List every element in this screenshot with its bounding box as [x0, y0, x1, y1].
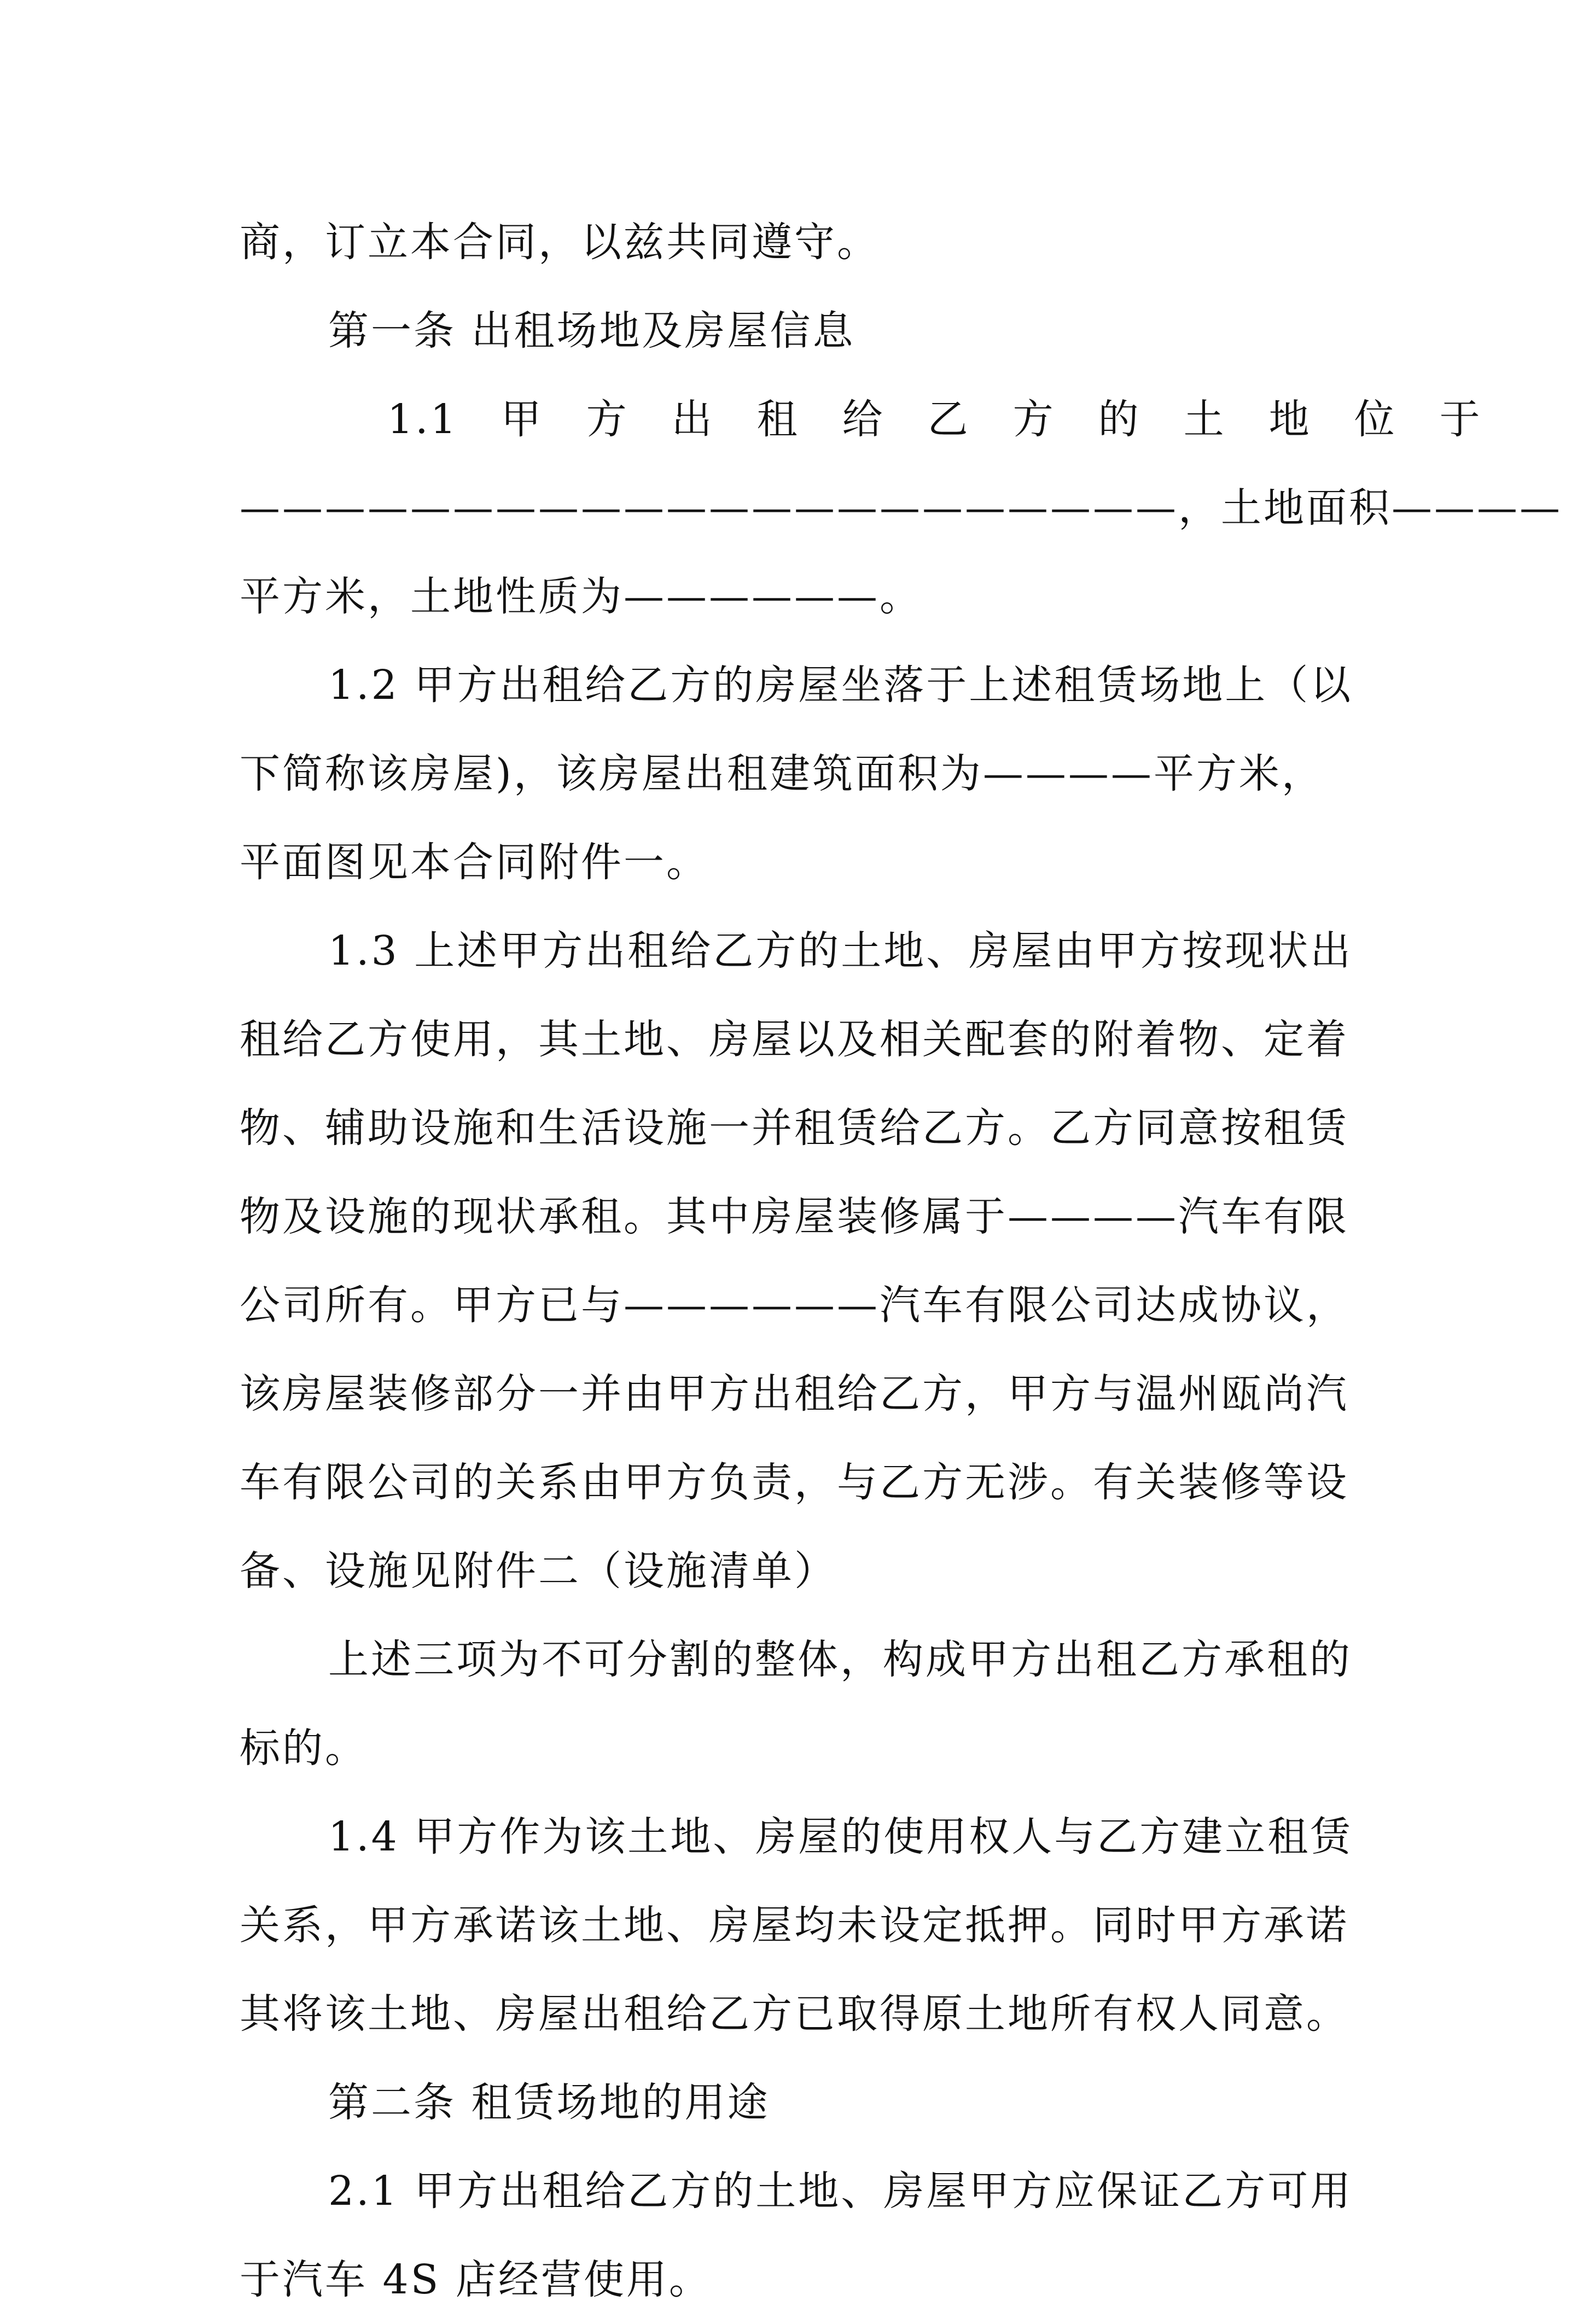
text-line: 于汽车 4S 店经营使用。 — [240, 2256, 712, 2303]
text-line: 平方米，土地性质为——————。 — [240, 573, 922, 620]
text-line: 标的。 — [240, 1725, 368, 1772]
text-line: 其将该土地、房屋出租给乙方已取得原土地所有权人同意。 — [240, 1990, 1349, 2037]
text-line: 上述三项为不可分割的整体，构成甲方出租乙方承租的 — [328, 1636, 1352, 1683]
text-line: 下简称该房屋)，该房屋出租建筑面积为————平方米， — [240, 750, 1324, 797]
text-line: 平面图见本合同附件一。 — [240, 839, 709, 886]
text-line: 关系，甲方承诺该土地、房屋均未设定抵押。同时甲方承诺 — [240, 1902, 1349, 1949]
section-heading: 第一条 出租场地及房屋信息 — [328, 307, 855, 354]
text-line: 1.3 上述甲方出租给乙方的土地、房屋由甲方按现状出 — [328, 927, 1353, 974]
text-line: 物、辅助设施和生活设施一并租赁给乙方。乙方同意按租赁 — [240, 1105, 1349, 1152]
text-line: 2.1 甲方出租给乙方的土地、房屋甲方应保证乙方可用 — [328, 2168, 1353, 2215]
text-line: 商，订立本合同，以兹共同遵守。 — [240, 219, 880, 266]
text-line: 1.1 甲 方 出 租 给 乙 方 的 土 地 位 于 — [387, 396, 1482, 443]
text-line: 1.4 甲方作为该土地、房屋的使用权人与乙方建立租赁 — [328, 1813, 1353, 1860]
text-line: 该房屋装修部分一并由甲方出租给乙方，甲方与温州瓯尚汽 — [240, 1370, 1349, 1417]
section-heading: 第二条 租赁场地的用途 — [328, 2079, 770, 2126]
text-line: 备、设施见附件二（设施清单） — [240, 1548, 837, 1595]
text-line: 车有限公司的关系由甲方负责，与乙方无涉。有关装修等设 — [240, 1459, 1349, 1506]
text-line: 物及设施的现状承租。其中房屋装修属于————汽车有限 — [240, 1193, 1349, 1240]
text-line: ——————————————————————，土地面积———— — [240, 484, 1562, 532]
text-line: 租给乙方使用，其土地、房屋以及相关配套的附着物、定着 — [240, 1016, 1349, 1063]
text-line: 公司所有。甲方已与——————汽车有限公司达成协议， — [240, 1282, 1349, 1329]
text-line: 1.2 甲方出租给乙方的房屋坐落于上述租赁场地上（以 — [328, 662, 1353, 709]
document-body — [240, 198, 1562, 2324]
